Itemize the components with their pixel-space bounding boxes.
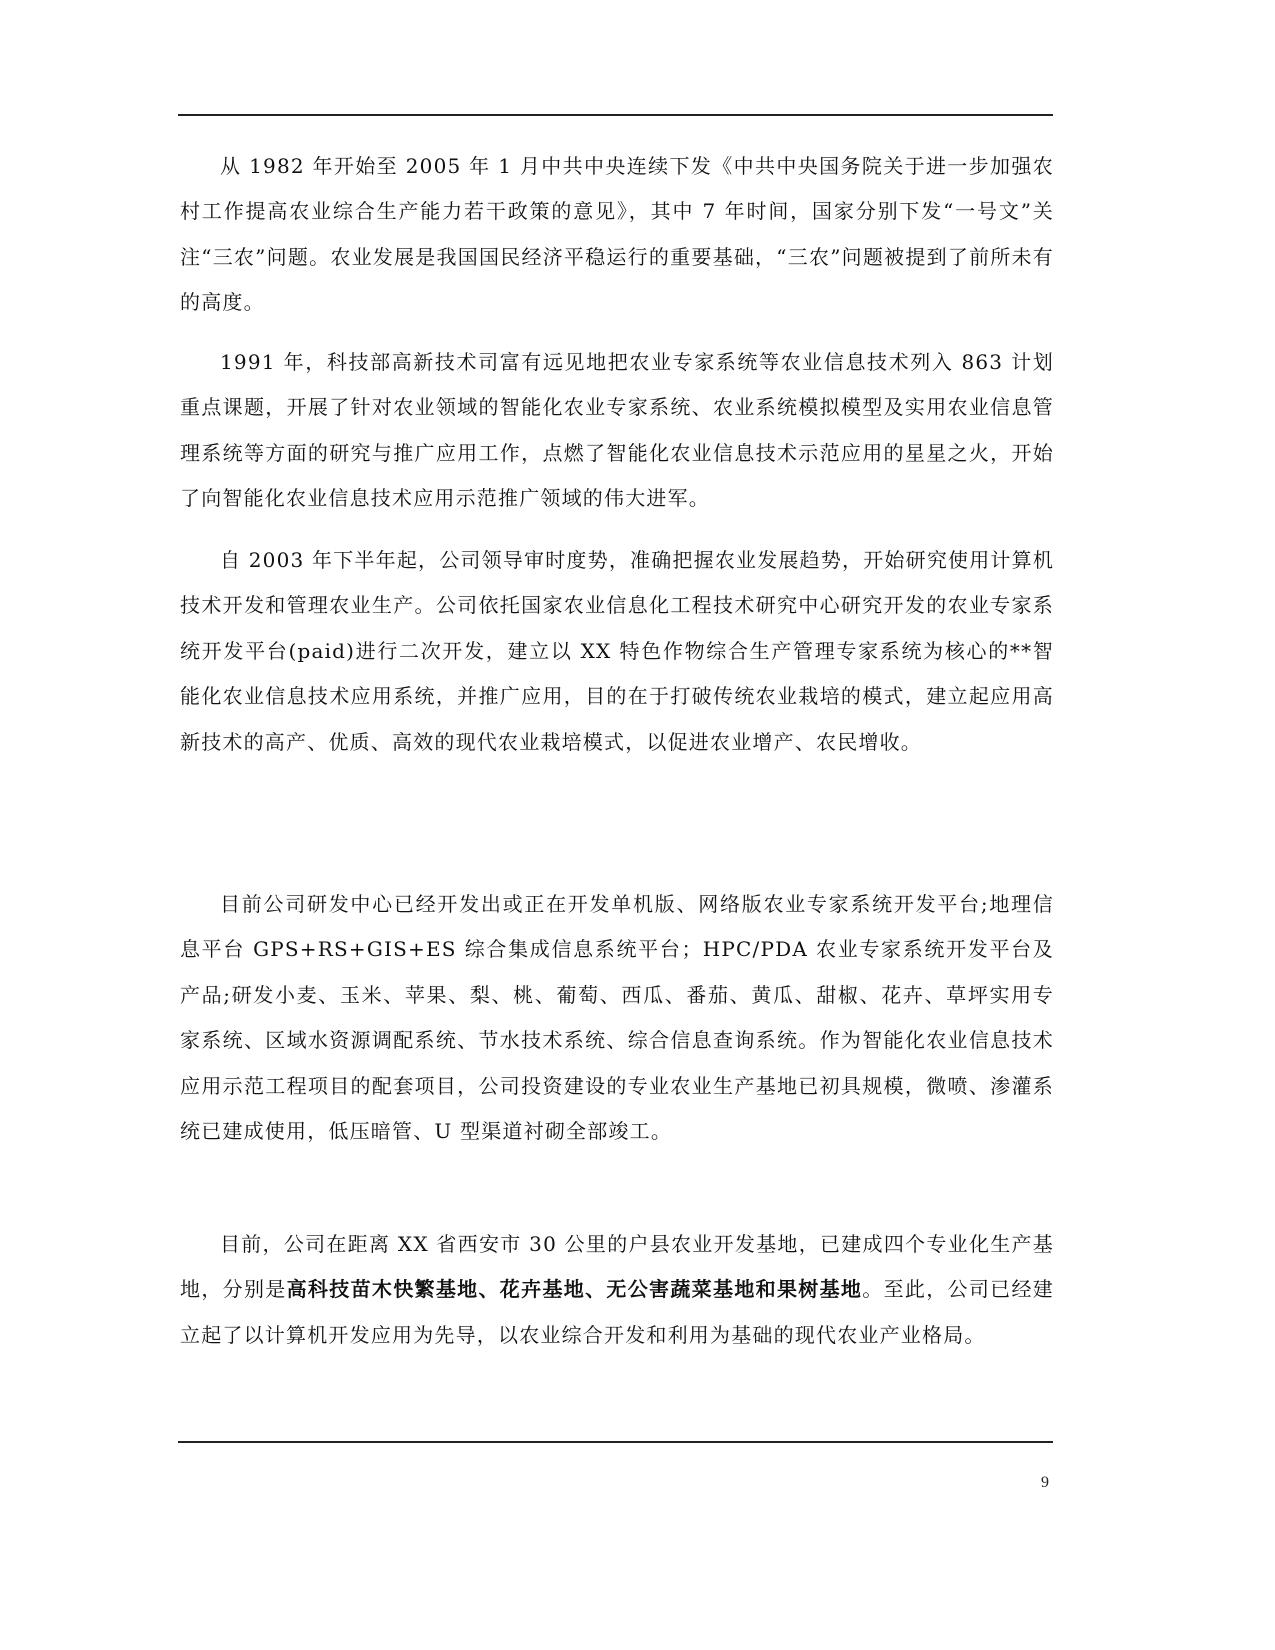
paragraph-5 [180, 1222, 1054, 1358]
paragraph-5-text-start: 目前，公司在距离 XX 省西安市 30 公里的户县农业开发基地，已建成四个专业化生产基地，分别是 [180, 1232, 1054, 1302]
paragraph-1: 从 1982 年开始至 2005 年 1 月中共中央连续下发《中共中央国务院关于进一步加强农村工作提高农业综合生产能力若干政策的意见》，其中 7 年时间，国家分别下发“一号文”关注“三农”问题。农业发展是我国国民经济平稳运行的重要基础，“三农”问题被提到了前所未有的高度。 [180, 154, 1054, 315]
paragraph-2: 1991 年，科技部高新技术司富有远见地把农业专家系统等农业信息技术列入 863 计划重点课题，开展了针对农业领域的智能化农业专家系统、农业系统模拟模型及实用农业信息管理系统等方面的研究与推广应用工作，点燃了智能化农业信息技术示范应用的星星之火，开始了向智能化农业信息技术应用示范推广领域的伟大进军。 [180, 350, 1054, 511]
paragraph-5-bold-bases: 高科技苗木快繁基地、花卉基地、无公害蔬菜基地和果树基地 [286, 1277, 863, 1302]
page-number: 9 [1041, 1474, 1049, 1491]
paragraph-3: 自 2003 年下半年起，公司领导审时度势，准确把握农业发展趋势，开始研究使用计算机技术开发和管理农业生产。公司依托国家农业信息化工程技术研究中心研究开发的农业专家系统开发平台(paid)进行二次开发，建立以 XX 特色作物综合生产管理专家系统为核心的**智能化农业信息技术应用系统，并推广应用，目的在于打破传统农业栽培的模式，建立起应用高新技术的高产、优质、高效的现代农业栽培模式，以促进农业增产、农民增收。 [180, 548, 1055, 754]
paragraph-5-text-end: 。至此，公司已经建立起了以计算机开发应用为先导，以农业综合开发和利用为基础的现代农业产业格局。 [180, 1277, 1055, 1347]
footer-rule [178, 1441, 1053, 1443]
paragraph-4: 目前公司研发中心已经开发出或正在开发单机版、网络版农业专家系统开发平台;地理信息平台 GPS+RS+GIS+ES 综合集成信息系统平台；HPC/PDA 农业专家系统开发平台及产品;研发小麦、玉米、苹果、梨、桃、葡萄、西瓜、番茄、黄瓜、甜椒、花卉、草坪实用专家系统、区域水资源调配系统、节水技术系统、综合信息查询系统。作为智能化农业信息技术应用示范工程项目的配套项目，公司投资建设的专业农业生产基地已初具规模，微喷、渗灌系统已建成使用，低压暗管、U 型渠道衬砌全部竣工。 [180, 892, 1054, 1144]
header-rule [178, 114, 1053, 116]
